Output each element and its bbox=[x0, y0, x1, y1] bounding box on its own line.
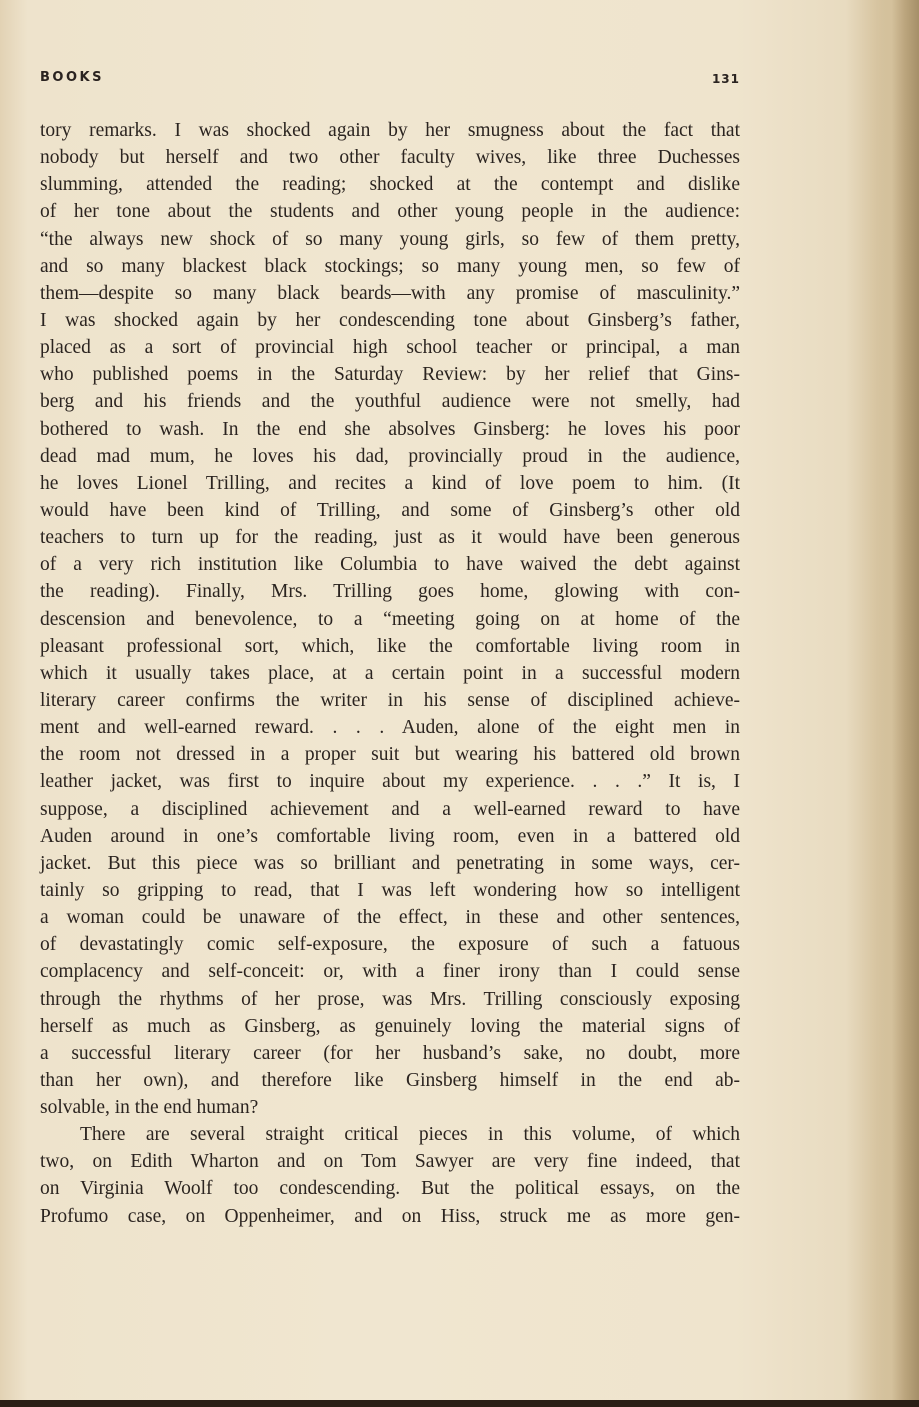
text-line: leather jacket, was first to inquire about my experience. . . .” It is, I bbox=[40, 771, 740, 793]
text-line: I was shocked again by her condescending tone about Ginsberg’s father, bbox=[40, 309, 740, 331]
text-line: literary career confirms the writer in his sense of disciplined achieve- bbox=[40, 689, 740, 711]
text-line: nobody but herself and two other faculty wives, like three Duchesses bbox=[40, 147, 740, 169]
text-line: placed as a sort of provincial high school teacher or principal, a man bbox=[40, 337, 740, 359]
text-line: of devastatingly comic self-exposure, the exposure of such a fatuous bbox=[40, 934, 740, 956]
text-line: of her tone about the students and other young people in the audience: bbox=[40, 201, 740, 223]
text-line: jacket. But this piece was so brilliant and penetrating in some ways, cer- bbox=[40, 852, 740, 874]
text-line: them—despite so many black beards—with any promise of masculinity.” bbox=[40, 282, 740, 304]
text-line: dead mad mum, he loves his dad, provincially proud in the audience, bbox=[40, 445, 740, 467]
text-line: than her own), and therefore like Ginsberg himself in the end ab- bbox=[40, 1069, 740, 1091]
text-line: bothered to wash. In the end she absolves Ginsberg: he loves his poor bbox=[40, 418, 740, 440]
text-line: and so many blackest black stockings; so many young men, so few of bbox=[40, 255, 740, 277]
text-line: he loves Lionel Trilling, and recites a kind of love poem to him. (It bbox=[40, 472, 740, 494]
running-head: BOOKS bbox=[40, 70, 104, 85]
page-gutter-shadow bbox=[873, 0, 919, 1407]
text-line: descension and benevolence, to a “meeting going on at home of the bbox=[40, 608, 740, 630]
text-line: Auden around in one’s comfortable living room, even in a battered old bbox=[40, 825, 740, 847]
page-number: 131 bbox=[711, 72, 740, 86]
text-line: which it usually takes place, at a certain point in a successful modern bbox=[40, 662, 740, 684]
paragraph-end-line: solvable, in the end human? bbox=[40, 1097, 259, 1119]
body-text bbox=[40, 117, 740, 1230]
text-line: suppose, a disciplined achievement and a well-earned reward to have bbox=[40, 798, 740, 820]
text-line: teachers to turn up for the reading, just as it would have been generous bbox=[40, 527, 740, 549]
text-line: pleasant professional sort, which, like the comfortable living room in bbox=[40, 635, 740, 657]
text-line: on Virginia Woolf too condescending. But the political essays, on the bbox=[40, 1178, 740, 1200]
text-line: the room not dressed in a proper suit but wearing his battered old brown bbox=[40, 744, 740, 766]
text-line: Profumo case, on Oppenheimer, and on Hiss, struck me as more gen- bbox=[40, 1205, 740, 1227]
text-line: tory remarks. I was shocked again by her smugness about the fact that bbox=[40, 120, 740, 141]
text-line: slumming, attended the reading; shocked at the contempt and dislike bbox=[40, 174, 740, 196]
text-line: “the always new shock of so many young girls, so few of them pretty, bbox=[40, 228, 740, 250]
text-line: two, on Edith Wharton and on Tom Sawyer are very fine indeed, that bbox=[40, 1151, 740, 1173]
paragraph-start-line: There are several straight critical pieces in this volume, of which bbox=[80, 1124, 740, 1146]
text-line: of a very rich institution like Columbia to have waived the debt against bbox=[40, 554, 740, 576]
text-line: who published poems in the Saturday Review: by her relief that Gins- bbox=[40, 364, 740, 386]
text-line: herself as much as Ginsberg, as genuinely loving the material signs of bbox=[40, 1015, 740, 1037]
text-line: tainly so gripping to read, that I was left wondering how so intelligent bbox=[40, 879, 740, 901]
text-line: ment and well-earned reward. . . . Auden, alone of the eight men in bbox=[40, 717, 740, 739]
text-line: the reading). Finally, Mrs. Trilling goes home, glowing with con- bbox=[40, 581, 740, 603]
text-line: berg and his friends and the youthful audience were not smelly, had bbox=[40, 391, 740, 413]
text-line: a woman could be unaware of the effect, in these and other sentences, bbox=[40, 907, 740, 929]
text-line: a successful literary career (for her husband’s sake, no doubt, more bbox=[40, 1042, 740, 1064]
text-line: complacency and self-conceit: or, with a finer irony than I could sense bbox=[40, 961, 740, 983]
page-bottom-edge bbox=[0, 1400, 919, 1407]
text-line: would have been kind of Trilling, and some of Ginsberg’s other old bbox=[40, 499, 740, 521]
text-line: through the rhythms of her prose, was Mrs. Trilling consciously exposing bbox=[40, 988, 740, 1010]
page-header bbox=[40, 70, 740, 94]
